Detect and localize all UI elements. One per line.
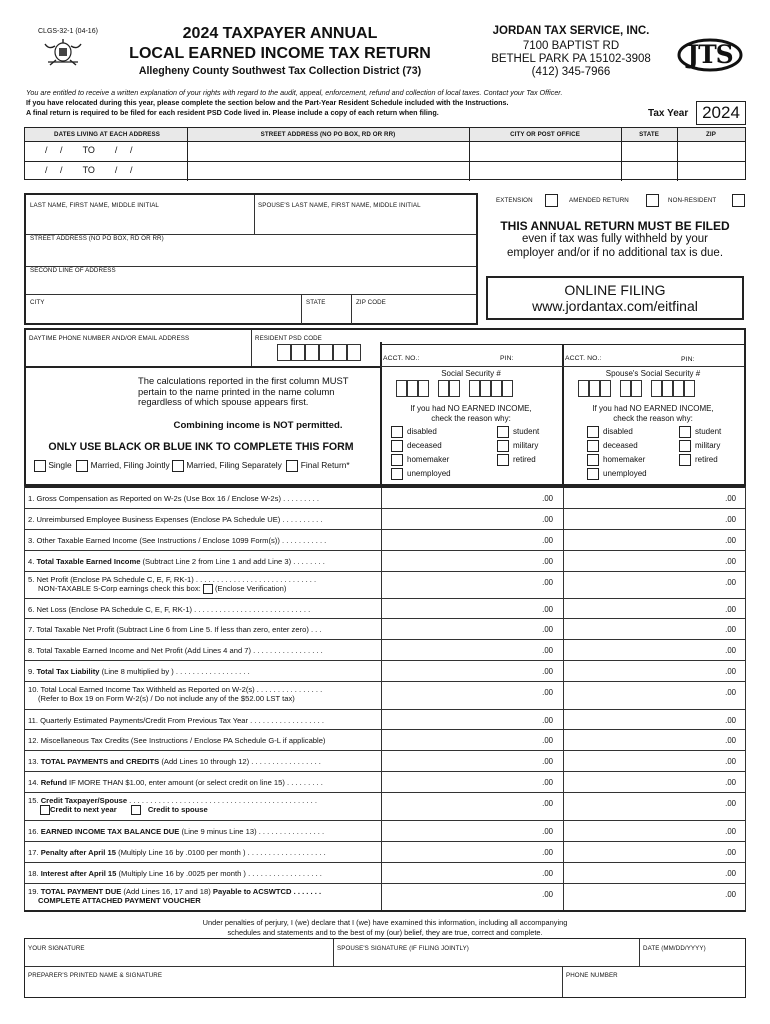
check-reason-2: check the reason why: xyxy=(613,414,693,423)
line-label xyxy=(28,827,380,836)
date-range-row1[interactable] xyxy=(45,145,185,155)
cents-label: .00 xyxy=(542,869,553,878)
line-number: 4. xyxy=(28,557,35,566)
reason-military-1[interactable]: military xyxy=(497,440,538,452)
your-signature-label: YOUR SIGNATURE xyxy=(28,945,85,952)
line-item-row xyxy=(24,710,746,730)
taxpayer-amount-field[interactable] xyxy=(381,793,563,820)
cents-label: .00 xyxy=(725,688,736,697)
spouse-amount-field[interactable] xyxy=(563,751,746,771)
cents-label: .00 xyxy=(542,536,553,545)
spouse-name-label: SPOUSE'S LAST NAME, FIRST NAME, MIDDLE INITIAL xyxy=(258,202,421,209)
cents-label: .00 xyxy=(542,688,553,697)
slash: / xyxy=(129,165,133,175)
spouse-amount-field[interactable] xyxy=(563,772,746,792)
phone-number-label: PHONE NUMBER xyxy=(566,972,618,979)
line-bold-text: Interest after April 15 xyxy=(40,869,117,878)
cents-label: .00 xyxy=(542,716,553,725)
line-number: 15. xyxy=(28,796,39,805)
line-number: 13. xyxy=(28,757,39,766)
filing-status-group xyxy=(34,460,350,472)
line-text: (Multiply Line 16 by .0100 per month ) . . . . . . . . . . . . . . . . . . . xyxy=(115,848,326,857)
line-label xyxy=(28,685,380,703)
line-text: (Multiply Line 16 by .0025 per month ) . . . . . . . . . . . . . . . . . . xyxy=(116,869,322,878)
cents-label: .00 xyxy=(542,605,553,614)
line-bold-text2: Payable to ACSWTCD . . . . . . . xyxy=(212,887,322,896)
taxpayer-amount-field[interactable] xyxy=(381,599,563,618)
taxpayer-amount-field[interactable] xyxy=(381,884,563,911)
cents-label: .00 xyxy=(725,578,736,587)
online-filing-label: ONLINE FILING xyxy=(564,282,666,298)
cents-label: .00 xyxy=(725,848,736,857)
line-bold-text: Penalty after April 15 xyxy=(40,848,116,857)
state-header: STATE xyxy=(639,131,659,138)
line-label xyxy=(28,667,380,676)
slash: / xyxy=(114,165,118,175)
credit-next-year-label: Credit to next year xyxy=(50,805,117,814)
spouse-amount-field[interactable] xyxy=(563,661,746,681)
spouse-amount-field[interactable] xyxy=(563,710,746,729)
line-text: (Subtract Line 2 from Line 1 and add Line 3) . . . . . . . . xyxy=(140,557,325,566)
line-text: (Line 8 multiplied by ) . . . . . . . . . . . . . . . . . . xyxy=(99,667,250,676)
line-text: (Line 9 minus Line 13) . . . . . . . . . . . . . . . . xyxy=(179,827,325,836)
taxpayer-amount-field[interactable] xyxy=(381,640,563,660)
date-label: DATE (MM/DD/YYYY) xyxy=(643,945,706,952)
tax-year-label: Tax Year xyxy=(648,108,689,119)
cents-label: .00 xyxy=(725,515,736,524)
spouse-amount-field[interactable] xyxy=(563,509,746,529)
line-number: 19. xyxy=(28,887,39,896)
slash: / xyxy=(60,165,63,175)
line-label xyxy=(28,625,380,634)
cents-label: .00 xyxy=(725,716,736,725)
to-label: TO xyxy=(82,165,95,175)
spouse-amount-field[interactable] xyxy=(563,793,746,820)
reason-retired-1[interactable]: retired xyxy=(497,454,536,466)
line-number: 7. xyxy=(28,625,35,634)
line-item-row xyxy=(24,599,746,619)
line-item-row xyxy=(24,863,746,884)
taxpayer-info-box xyxy=(24,193,478,325)
spouse-amount-field[interactable] xyxy=(563,730,746,750)
line-item-row xyxy=(24,751,746,772)
must-file-line2: even if tax was fully withheld by your xyxy=(521,233,708,245)
line-subtext2: (Enclose Verification) xyxy=(215,584,287,593)
perjury-line2: schedules and statements and to the best of my (our) belief, they are true, correct and complete. xyxy=(227,928,543,937)
credit-spouse-checkbox[interactable] xyxy=(131,805,141,815)
line-number: 2. xyxy=(28,515,35,524)
reason-retired-2[interactable]: retired xyxy=(679,454,718,466)
line-label xyxy=(28,605,380,614)
company-name: JORDAN TAX SERVICE, INC. xyxy=(492,25,650,37)
line-number: 1. xyxy=(28,494,35,503)
check-reason-1: check the reason why: xyxy=(431,414,511,423)
spouse-amount-field[interactable] xyxy=(563,842,746,862)
company-address1: 7100 BAPTIST RD xyxy=(522,40,620,52)
relocation-notice: If you have relocated during this year, please complete the section below and the Part-Year Resident Schedule included with the Instructions. xyxy=(26,98,509,107)
line-item-row xyxy=(24,509,746,530)
line-text: Net Loss (Enclose PA Schedule C, E, F, RK-1) . . . . . . . . . . . . . . . . . . . . . . . . . . . . xyxy=(36,605,311,614)
spouse-amount-field[interactable] xyxy=(563,821,746,841)
reason-deceased-2[interactable]: deceased xyxy=(587,440,638,452)
line-number: 6. xyxy=(28,605,35,614)
amended-checkbox[interactable] xyxy=(646,194,659,207)
cents-label: .00 xyxy=(542,890,553,899)
extension-label: EXTENSION xyxy=(496,197,533,204)
cents-label: .00 xyxy=(542,736,553,745)
line-number: 8. xyxy=(28,646,35,655)
rights-notice: You are entitled to receive a written explanation of your rights with regard to the audit, appeal, enforcement, refund and collection of local taxes. Contact your Tax Officer. xyxy=(26,88,563,97)
line-label xyxy=(28,494,380,503)
cents-label: .00 xyxy=(725,494,736,503)
must-file-line3: employer and/or if no additional tax is due. xyxy=(506,247,724,259)
cents-label: .00 xyxy=(725,605,736,614)
line-label xyxy=(28,869,380,878)
line-text: Gross Compensation as Reported on W-2s (Use Box 16 / Enclose W-2s) . . . . . . . . . xyxy=(36,494,319,503)
line-text: (Add Lines 10 through 12) . . . . . . . . . . . . . . . . . xyxy=(159,757,321,766)
spouse-amount-field[interactable] xyxy=(563,682,746,709)
form-subtitle: LOCAL EARNED INCOME TAX RETURN xyxy=(129,45,431,62)
line-text: IF MORE THAN $1.00, enter amount (or select credit on line 15) . . . . . . . . . xyxy=(66,778,323,787)
status-married-separate: Married, Filing Separately xyxy=(186,460,282,471)
cents-label: .00 xyxy=(542,515,553,524)
line-number: 9. xyxy=(28,667,35,676)
form-title: 2024 TAXPAYER ANNUAL xyxy=(182,25,378,42)
form-code: CLGS-32-1 (04-16) xyxy=(38,28,98,35)
psd-label: RESIDENT PSD CODE xyxy=(255,335,322,342)
line-label xyxy=(28,515,380,524)
cents-label: .00 xyxy=(725,557,736,566)
perjury-line1: Under penalties of perjury, I (we) declare that I (we) have examined this information, including all accompanying xyxy=(202,918,568,927)
combining-note: Combining income is NOT permitted. xyxy=(173,420,343,431)
line-number: 18. xyxy=(28,869,39,878)
line-text: Total Taxable Earned Income and Net Profit (Add Lines 4 and 7) . . . . . . . . . . . . . . . . . xyxy=(36,646,323,655)
tax-year-value: 2024 xyxy=(696,101,746,125)
cents-label: .00 xyxy=(725,778,736,787)
slash: / xyxy=(60,145,63,155)
cents-label: .00 xyxy=(725,827,736,836)
nonresident-checkbox[interactable] xyxy=(732,194,745,207)
line-label xyxy=(28,557,380,566)
company-phone: (412) 345-7966 xyxy=(531,66,611,78)
ink-note: ONLY USE BLACK OR BLUE INK TO COMPLETE THIS FORM xyxy=(48,441,354,453)
date-range-row2[interactable] xyxy=(45,165,185,175)
calc-note: The calculations reported in the first column MUST pertain to the name printed in the name column regardless of which spouse appears first. xyxy=(138,375,349,407)
s-corp-checkbox[interactable] xyxy=(203,584,213,594)
line-label xyxy=(28,796,380,815)
line-text: . . . . . . . . . . . . . . . . . . . . . . . . . . . . . . . . . . . . . . . . . . . . . xyxy=(127,796,317,805)
taxpayer-amount-field[interactable] xyxy=(381,661,563,681)
online-filing-box xyxy=(486,276,744,320)
jts-logo xyxy=(677,38,743,72)
reason-military-2[interactable]: military xyxy=(679,440,720,452)
line-number: 3. xyxy=(28,536,35,545)
spouse-amount-field[interactable] xyxy=(563,530,746,550)
married-joint-checkbox[interactable] xyxy=(76,460,88,472)
line-item-row xyxy=(24,488,746,509)
no-income-1: If you had NO EARNED INCOME, xyxy=(410,404,532,413)
line-label xyxy=(28,848,380,857)
line-label xyxy=(28,716,380,725)
cents-label: .00 xyxy=(542,625,553,634)
cents-label: .00 xyxy=(542,757,553,766)
street-field-label: STREET ADDRESS (NO PO BOX, RD OR RR) xyxy=(30,235,164,242)
line-label xyxy=(28,575,380,594)
line-number: 14. xyxy=(28,778,39,787)
cents-label: .00 xyxy=(542,848,553,857)
taxpayer-amount-field[interactable] xyxy=(381,772,563,792)
final-return-checkbox[interactable] xyxy=(286,460,298,472)
no-income-2: If you had NO EARNED INCOME, xyxy=(592,404,714,413)
city-field-label: CITY xyxy=(30,299,45,306)
line-subtext: COMPLETE ATTACHED PAYMENT VOUCHER xyxy=(38,896,201,905)
state-field-label: STATE xyxy=(306,299,326,306)
cents-label: .00 xyxy=(725,799,736,808)
zip-field-label: ZIP CODE xyxy=(356,299,386,306)
second-line-label: SECOND LINE OF ADDRESS xyxy=(30,267,116,274)
line-number: 16. xyxy=(28,827,39,836)
slash: / xyxy=(45,165,48,175)
line-item-row xyxy=(24,730,746,751)
line-bold-text: Total Taxable Earned Income xyxy=(36,557,141,566)
line-item-row xyxy=(24,551,746,572)
ssn-boxes-2[interactable] xyxy=(578,380,695,402)
logo-text: JTS xyxy=(687,40,733,69)
ssn-boxes-1[interactable] xyxy=(396,380,513,402)
street-header: STREET ADDRESS (NO PO BOX, RD OR RR) xyxy=(260,131,396,138)
slash: / xyxy=(114,145,118,155)
taxpayer-amount-field[interactable] xyxy=(381,730,563,750)
line-item-row xyxy=(24,661,746,682)
line-bold-text: Refund xyxy=(40,778,67,787)
line-number: 17. xyxy=(28,848,39,857)
reason-student-1[interactable]: student xyxy=(497,426,539,438)
taxpayer-amount-field[interactable] xyxy=(381,863,563,883)
married-separate-checkbox[interactable] xyxy=(172,460,184,472)
line-label xyxy=(28,736,380,745)
taxpayer-amount-field[interactable] xyxy=(381,751,563,771)
slash: / xyxy=(45,145,48,155)
line-bold-text: Total Tax Liability xyxy=(36,667,100,676)
spouse-signature-label: SPOUSE'S SIGNATURE (IF FILING JOINTLY) xyxy=(337,945,469,952)
taxpayer-amount-field[interactable] xyxy=(381,821,563,841)
cents-label: .00 xyxy=(725,536,736,545)
line-bold-text: TOTAL PAYMENT DUE xyxy=(40,887,122,896)
dates-header: DATES LIVING AT EACH ADDRESS xyxy=(54,131,160,138)
preparer-label: PREPARER'S PRINTED NAME & SIGNATURE xyxy=(28,972,163,979)
cents-label: .00 xyxy=(542,827,553,836)
cents-label: .00 xyxy=(725,667,736,676)
reason-disabled-1[interactable]: disabled xyxy=(391,426,437,438)
line-item-row xyxy=(24,842,746,863)
spouse-amount-field[interactable] xyxy=(563,619,746,639)
amended-label: AMENDED RETURN xyxy=(569,197,629,204)
line-text: Quarterly Estimated Payments/Credit From Previous Tax Year . . . . . . . . . . . . . . . . . . xyxy=(40,716,325,725)
reason-disabled-2[interactable]: disabled xyxy=(587,426,633,438)
line-item-row xyxy=(24,619,746,640)
line-text: Miscellaneous Tax Credits (See Instructions / Enclose PA Schedule G-L if applicable) xyxy=(40,736,326,745)
line-label xyxy=(28,887,380,905)
line-item-row xyxy=(24,682,746,710)
line-number: 12. xyxy=(28,736,39,745)
line-bold-text: TOTAL PAYMENTS and CREDITS xyxy=(40,757,160,766)
phone-label: DAYTIME PHONE NUMBER AND/OR EMAIL ADDRESS xyxy=(29,335,190,342)
cents-label: .00 xyxy=(542,778,553,787)
line-number: 5. xyxy=(28,575,35,584)
name-field-label: LAST NAME, FIRST NAME, MIDDLE INITIAL xyxy=(30,202,159,209)
cents-label: .00 xyxy=(725,646,736,655)
taxpayer-amount-field[interactable] xyxy=(381,509,563,529)
line-text: Total Taxable Net Profit (Subtract Line 6 from Line 5. If less than zero, enter zero) . . . xyxy=(36,625,322,634)
city-header: CITY OR POST OFFICE xyxy=(510,131,580,138)
online-filing-url[interactable]: www.jordantax.com/eitfinal xyxy=(532,298,698,314)
credit-next-year-checkbox[interactable] xyxy=(40,805,50,815)
status-married-joint: Married, Filing Jointly xyxy=(90,460,170,471)
company-address2: BETHEL PARK PA 15102-3908 xyxy=(491,53,651,65)
psd-code-boxes[interactable] xyxy=(277,344,361,366)
cents-label: .00 xyxy=(542,667,553,676)
line-label xyxy=(28,778,380,787)
cents-label: .00 xyxy=(542,646,553,655)
cents-label: .00 xyxy=(542,494,553,503)
district-name: Allegheny County Southwest Tax Collection District (73) xyxy=(138,65,422,77)
taxpayer-amount-field[interactable] xyxy=(381,619,563,639)
line-text: (Add Lines 16, 17 and 18) xyxy=(121,887,213,896)
spouse-amount-field[interactable] xyxy=(563,640,746,660)
ssn-label-2: Spouse's Social Security # xyxy=(605,369,701,378)
credit-spouse-label: Credit to spouse xyxy=(147,805,208,814)
cents-label: .00 xyxy=(542,557,553,566)
line-text: Total Local Earned Income Tax Withheld as Reported on W-2(s) . . . . . . . . . . . . . . . . xyxy=(40,685,323,694)
single-checkbox[interactable] xyxy=(34,460,46,472)
pennsylvania-seal-icon xyxy=(42,38,84,66)
cents-label: .00 xyxy=(542,578,553,587)
line-item-row xyxy=(24,772,746,793)
taxpayer-amount-field[interactable] xyxy=(381,551,563,571)
extension-checkbox[interactable] xyxy=(545,194,558,207)
line-text: Other Taxable Earned Income (See Instructions / Enclose 1099 Form(s)) . . . . . . . . . . . xyxy=(36,536,327,545)
line-item-row xyxy=(24,530,746,551)
signature-box xyxy=(24,938,746,998)
spouse-amount-field[interactable] xyxy=(563,551,746,571)
reason-homemaker-1[interactable]: homemaker xyxy=(391,454,449,466)
status-single: Single xyxy=(48,460,72,471)
line-item-row xyxy=(24,793,746,821)
pin-label-1: PIN: xyxy=(500,355,514,362)
to-label: TO xyxy=(82,145,95,155)
line-subtext: NON-TAXABLE S-Corp earnings check this box: xyxy=(38,584,201,593)
cents-label: .00 xyxy=(542,799,553,808)
reason-homemaker-2[interactable]: homemaker xyxy=(587,454,645,466)
cents-label: .00 xyxy=(725,625,736,634)
line-label xyxy=(28,646,380,655)
line-item-row xyxy=(24,640,746,661)
line-label xyxy=(28,536,380,545)
line-item-row xyxy=(24,572,746,599)
zip-header: ZIP xyxy=(706,131,716,138)
cents-label: .00 xyxy=(725,757,736,766)
line-number: 10. xyxy=(28,685,39,694)
spouse-amount-field[interactable] xyxy=(563,863,746,883)
line-label xyxy=(28,757,380,766)
reason-unemployed-1[interactable]: unemployed xyxy=(391,468,451,480)
spouse-amount-field[interactable] xyxy=(563,572,746,598)
acct-label-1: ACCT. NO.: xyxy=(383,355,420,362)
reason-deceased-1[interactable]: deceased xyxy=(391,440,442,452)
pin-label-2: PIN: xyxy=(681,356,695,363)
nonresident-label: NON-RESIDENT xyxy=(668,197,717,204)
line-text: Unreimbursed Employee Business Expenses (Enclose PA Schedule UE) . . . . . . . . . . xyxy=(36,515,323,524)
acct-label-2: ACCT. NO.: xyxy=(565,355,602,362)
taxpayer-amount-field[interactable] xyxy=(381,572,563,598)
cents-label: .00 xyxy=(725,869,736,878)
spouse-amount-field[interactable] xyxy=(563,599,746,618)
cents-label: .00 xyxy=(725,736,736,745)
line-bold-text: Credit Taxpayer/Spouse xyxy=(40,796,128,805)
must-file-heading: THIS ANNUAL RETURN MUST BE FILED xyxy=(500,219,730,233)
taxpayer-amount-field[interactable] xyxy=(381,710,563,729)
reason-student-2[interactable]: student xyxy=(679,426,721,438)
reason-unemployed-2[interactable]: unemployed xyxy=(587,468,647,480)
line-item-row xyxy=(24,821,746,842)
taxpayer-amount-field[interactable] xyxy=(381,682,563,709)
line-item-row xyxy=(24,884,746,912)
taxpayer-amount-field[interactable] xyxy=(381,530,563,550)
spouse-amount-field[interactable] xyxy=(563,884,746,911)
line-text: Net Profit (Enclose PA Schedule C, E, F, RK-1) . . . . . . . . . . . . . . . . . . . . . . . . . . . . . xyxy=(36,575,317,584)
line-number: 11. xyxy=(28,716,38,725)
slash: / xyxy=(129,145,133,155)
taxpayer-amount-field[interactable] xyxy=(381,488,563,508)
line-bold-text: EARNED INCOME TAX BALANCE DUE xyxy=(40,827,180,836)
taxpayer-amount-field[interactable] xyxy=(381,842,563,862)
cents-label: .00 xyxy=(725,890,736,899)
relocation-table xyxy=(24,127,746,180)
ssn-label-1: Social Security # xyxy=(441,369,501,378)
spouse-amount-field[interactable] xyxy=(563,488,746,508)
line-subtext: (Refer to Box 19 on Form W-2(s) / Do not include any of the $52.00 LST tax) xyxy=(38,694,295,703)
status-final-return: Final Return* xyxy=(300,460,350,471)
final-return-notice: A final return is required to be filed for each resident PSD Code lived in. Please include a copy of each return when filing. xyxy=(26,108,439,117)
